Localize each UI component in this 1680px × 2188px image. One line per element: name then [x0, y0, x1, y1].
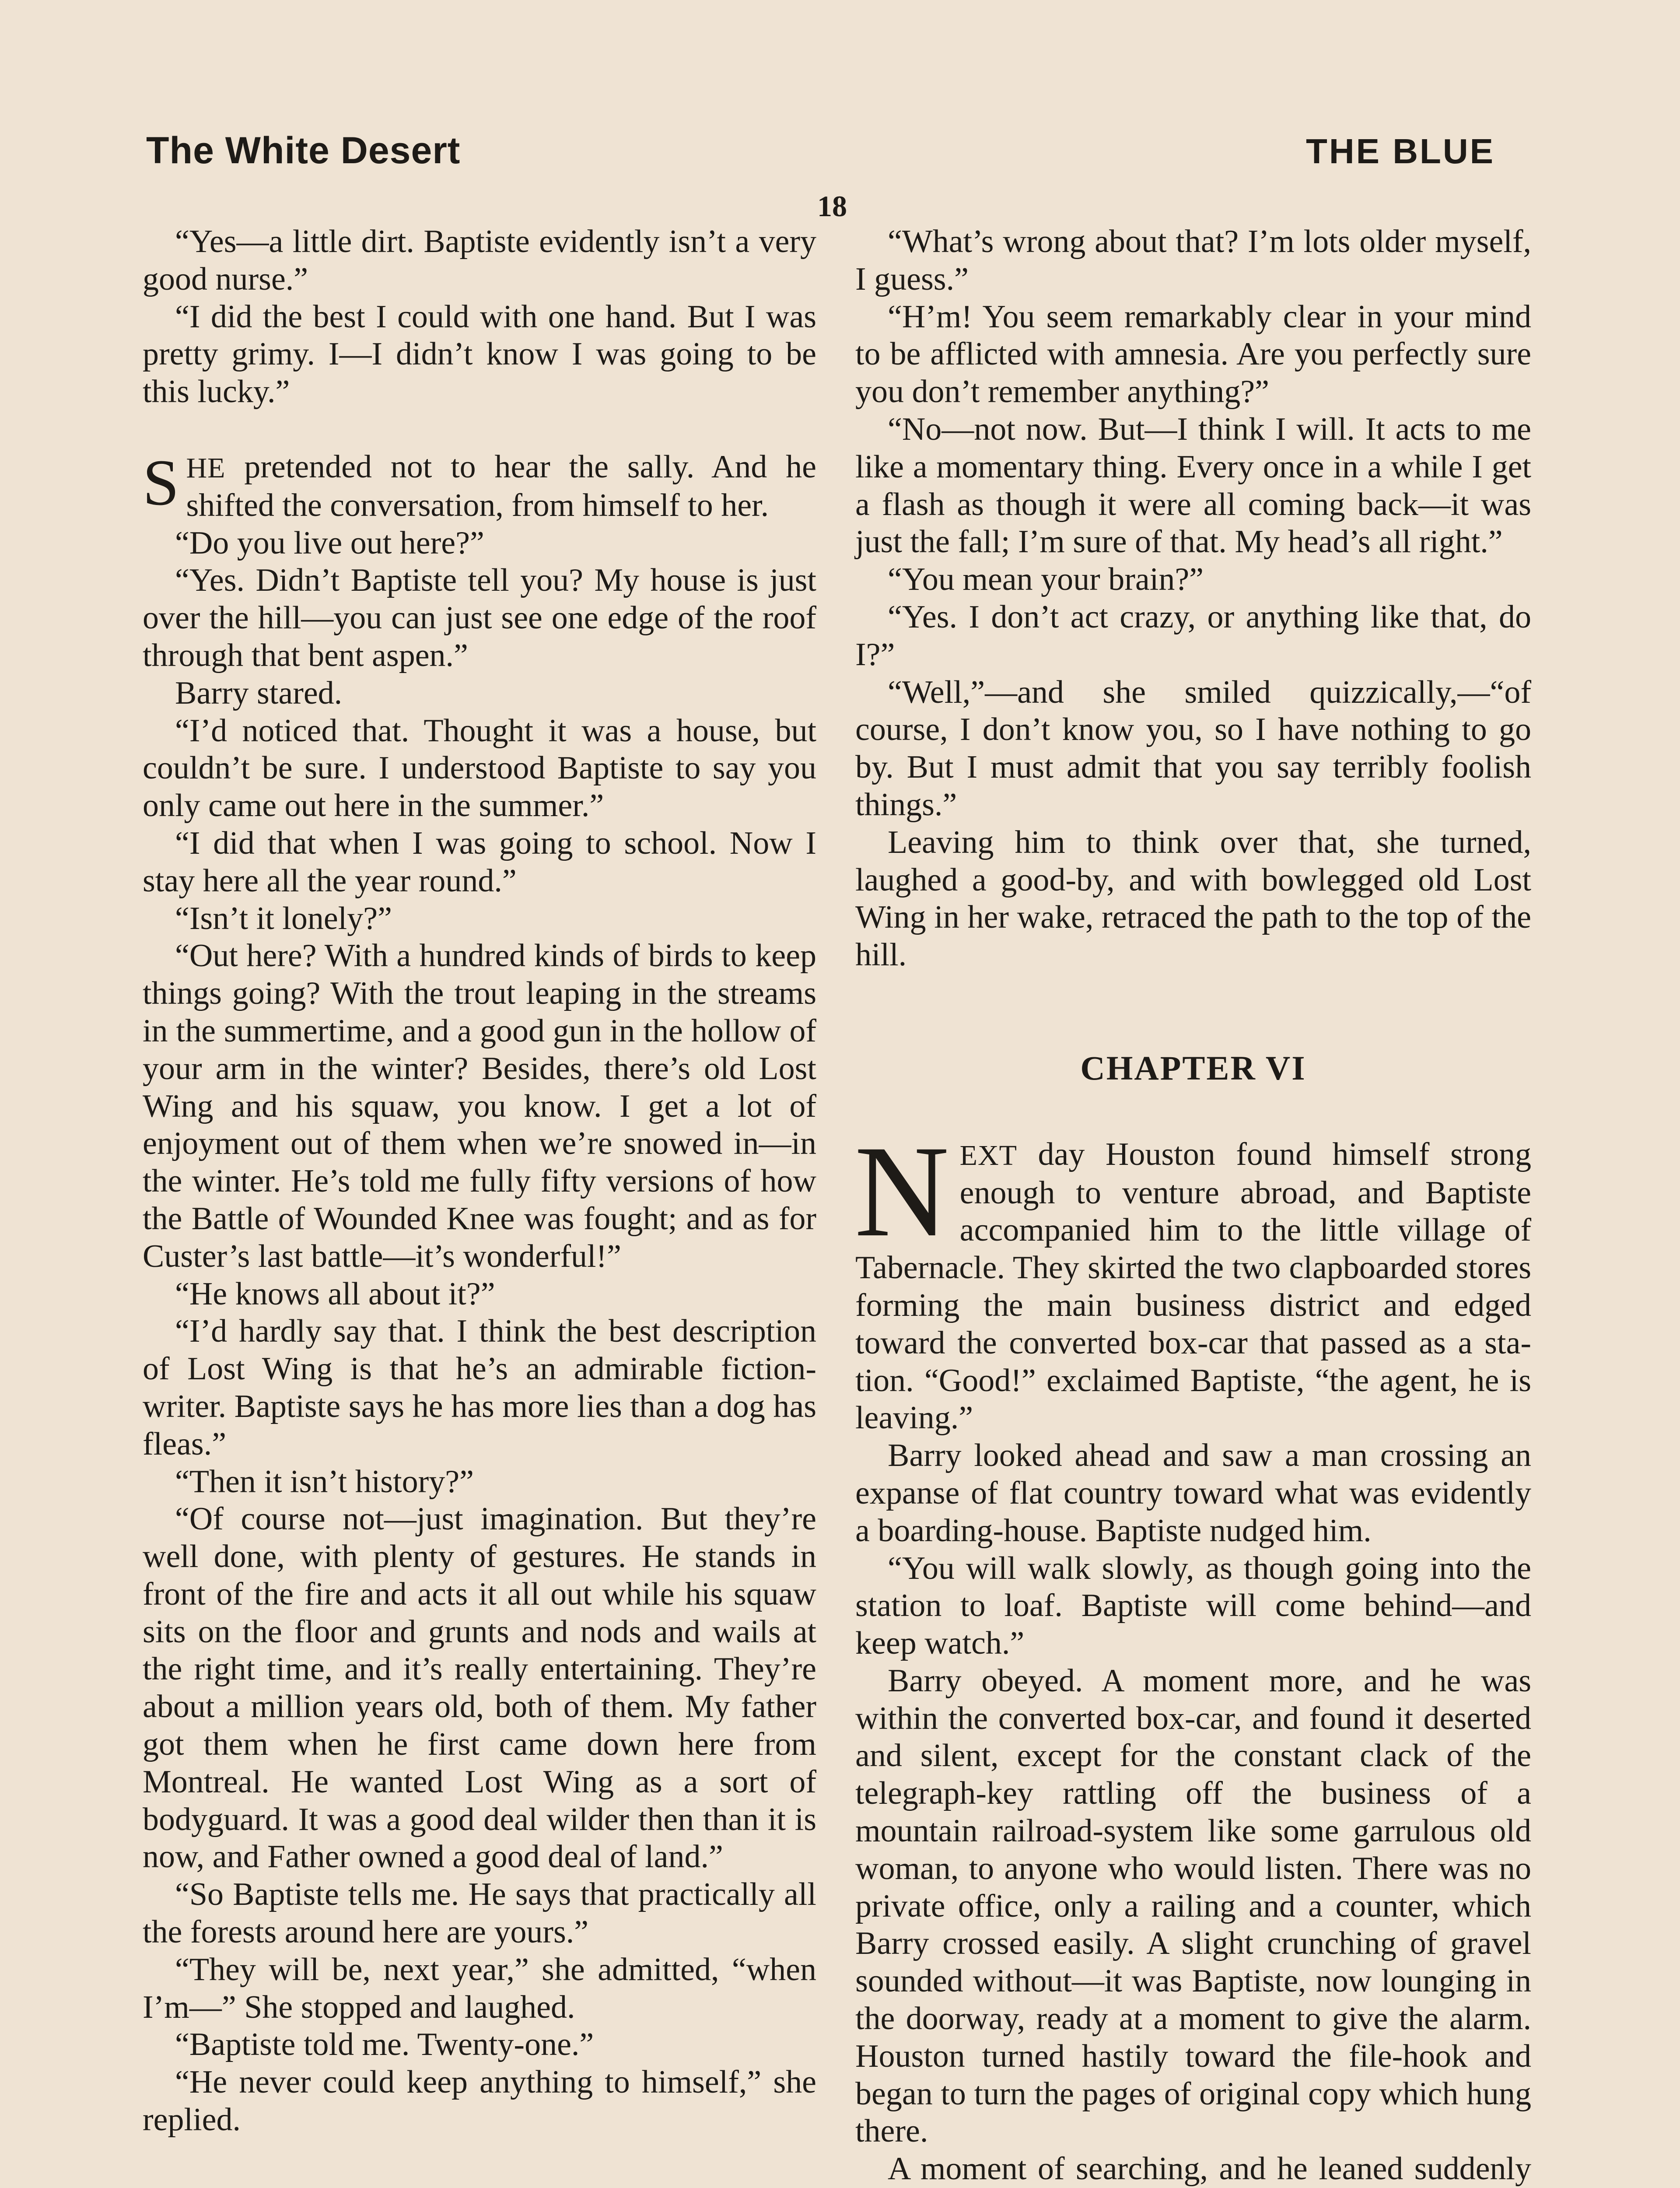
- chapter-heading: CHAPTER VI: [1080, 1048, 1306, 1087]
- left-text-column: [143, 223, 816, 2139]
- paragraph: “You will walk slowly, as though going into the station to loaf. Baptiste will come behind—and keep watch.”: [855, 1550, 1531, 1662]
- paragraph: “I’d hardly say that. I think the best description of Lost Wing is that he’s an admirable fiction-writer. Baptiste says he has more lies than a dog has fleas.”: [143, 1313, 816, 1462]
- paragraph: “Well,”—and she smiled quizzically,—“of course, I don’t know you, so I have nothing to go by. But I must admit that you say terribly foolish things.”: [855, 674, 1531, 823]
- paragraph: “Then it isn’t history?”: [175, 1463, 474, 1500]
- drop-cap: N: [854, 1118, 949, 1264]
- paragraph: Leaving him to think over that, she turned, laughed a good-by, and with bowlegged old Lost Wing in her wake, retraced the path to the top of the hill.: [855, 824, 1531, 973]
- running-head-story-title: The White Desert: [146, 130, 461, 172]
- paragraph: A moment of searching, and he leaned suddenly: [888, 2151, 1531, 2187]
- paragraph: “Yes. I don’t act crazy, or anything like that, do I?”: [855, 599, 1531, 673]
- chapter-opening-paragraph: [854, 1118, 1531, 1437]
- paragraph: “What’s wrong about that? I’m lots older myself, I guess.”: [855, 224, 1531, 297]
- paragraph: “Do you live out here?”: [175, 525, 484, 561]
- paragraph: “They will be, next year,” she admitted, “when I’m—” She stopped and laughed.: [143, 1951, 816, 2025]
- paragraph: “I did that when I was going to school. Now I stay here all the year round.”: [143, 825, 816, 899]
- paragraph: “I did the best I could with one hand. But I was pretty grimy. I—I didn’t know I was going to be this lucky.”: [143, 298, 816, 410]
- paragraph: “Baptiste told me. Twenty-one.”: [175, 2027, 594, 2063]
- small-caps-lead: EXT: [959, 1139, 1017, 1171]
- paragraph: “Isn’t it lonely?”: [175, 900, 392, 936]
- paragraph: Barry obeyed. A moment more, and he was within the converted box-car, and found it deserted and silent, except for the constant clack of the telegraph-key rattling off the business of a mountain railroad-system like some garrulous old woman, to anyone who would listen. There was no private office, only a railing and a counter, which Barry crossed easily. A slight crunching of gravel sounded without—it was Baptiste, now lounging in the doorway, ready at a moment to give the alarm. Houston turned hastily toward the file-hook and began to turn the pages of original copy which hung there.: [855, 1662, 1531, 2149]
- paragraph: Barry stared.: [175, 675, 343, 711]
- paragraph: “I’d noticed that. Thought it was a house, but couldn’t be sure. I understood Baptiste to say you only came out here in the summer.”: [143, 712, 816, 824]
- paragraph: “No—not now. But—I think I will. It acts to me like a momentary thing. Every once in a while I get a flash as though it were all coming back—it was just the fall; I’m sure of that. My head’s all right.”: [855, 411, 1531, 560]
- paragraph-text: pretended not to hear the sally. And he shifted the conversation, from himself to her.: [186, 449, 816, 523]
- paragraph: “You mean your brain?”: [888, 561, 1204, 598]
- small-caps-lead: HE: [186, 452, 226, 484]
- paragraph: “He knows all about it?”: [175, 1276, 495, 1312]
- paragraph: “He never could keep anything to himself,” she replied.: [143, 2064, 816, 2138]
- drop-cap: S: [143, 446, 179, 519]
- paragraph: Barry looked ahead and saw a man crossing an expanse of flat country toward what was evidently a boarding-house. Baptiste nudged him.: [855, 1438, 1531, 1549]
- paragraph: “So Baptiste tells me. He says that practically all the forests around here are yours.”: [143, 1876, 816, 1950]
- section-opening-paragraph: [143, 446, 816, 525]
- paragraph: “Of course not—just imagination. But they’re well done, with plenty of gestures. He stands in front of the fire and acts it all out while his squaw sits on the floor and grunts and nods and wails at the right time, and it’s really entertaining. They’re about a million years old, both of them. My father got them when he first came down here from Montreal. He wanted Lost Wing as a sort of bodyguard. It was a good deal wilder then than it is now, and Father owned a good deal of land.”: [143, 1501, 816, 1875]
- page-number: 18: [817, 189, 847, 223]
- right-text-column: [855, 223, 1531, 2188]
- paragraph: “H’m! You seem remarkably clear in your mind to be afflicted with amnesia. Are you perfectly sure you don’t remember anything?”: [855, 298, 1531, 410]
- paragraph: “Yes. Didn’t Baptiste tell you? My house is just over the hill—you can just see one edge of the roof through that bent aspen.”: [143, 562, 816, 673]
- paragraph: “Out here? With a hundred kinds of birds to keep things going? With the trout leaping in the streams in the summertime, and a good gun in the hollow of your arm in the winter? Besides, there’s old Lost Wing and his squaw, you know. I get a lot of enjoyment out of them when we’re snowed in—in the winter. He’s told me fully fifty versions of how the Battle of Wounded Knee was fought; and as for Custer’s last battle—it’s wonderful!”: [143, 938, 816, 1274]
- paragraph: “Yes—a little dirt. Baptiste evidently isn’t a very good nurse.”: [143, 224, 816, 297]
- paragraph-text: day Houston found himself strong enough to venture abroad, and Baptiste accompanied him to the little village of Tabernacle. They skirted the two clapboarded stores forming the main business district and edged toward the converted box-car that passed as a station. “Good!” exclaimed Baptiste, “the agent, he is leaving.”: [855, 1136, 1531, 1436]
- running-head-magazine-name: THE BLUE: [1306, 132, 1495, 171]
